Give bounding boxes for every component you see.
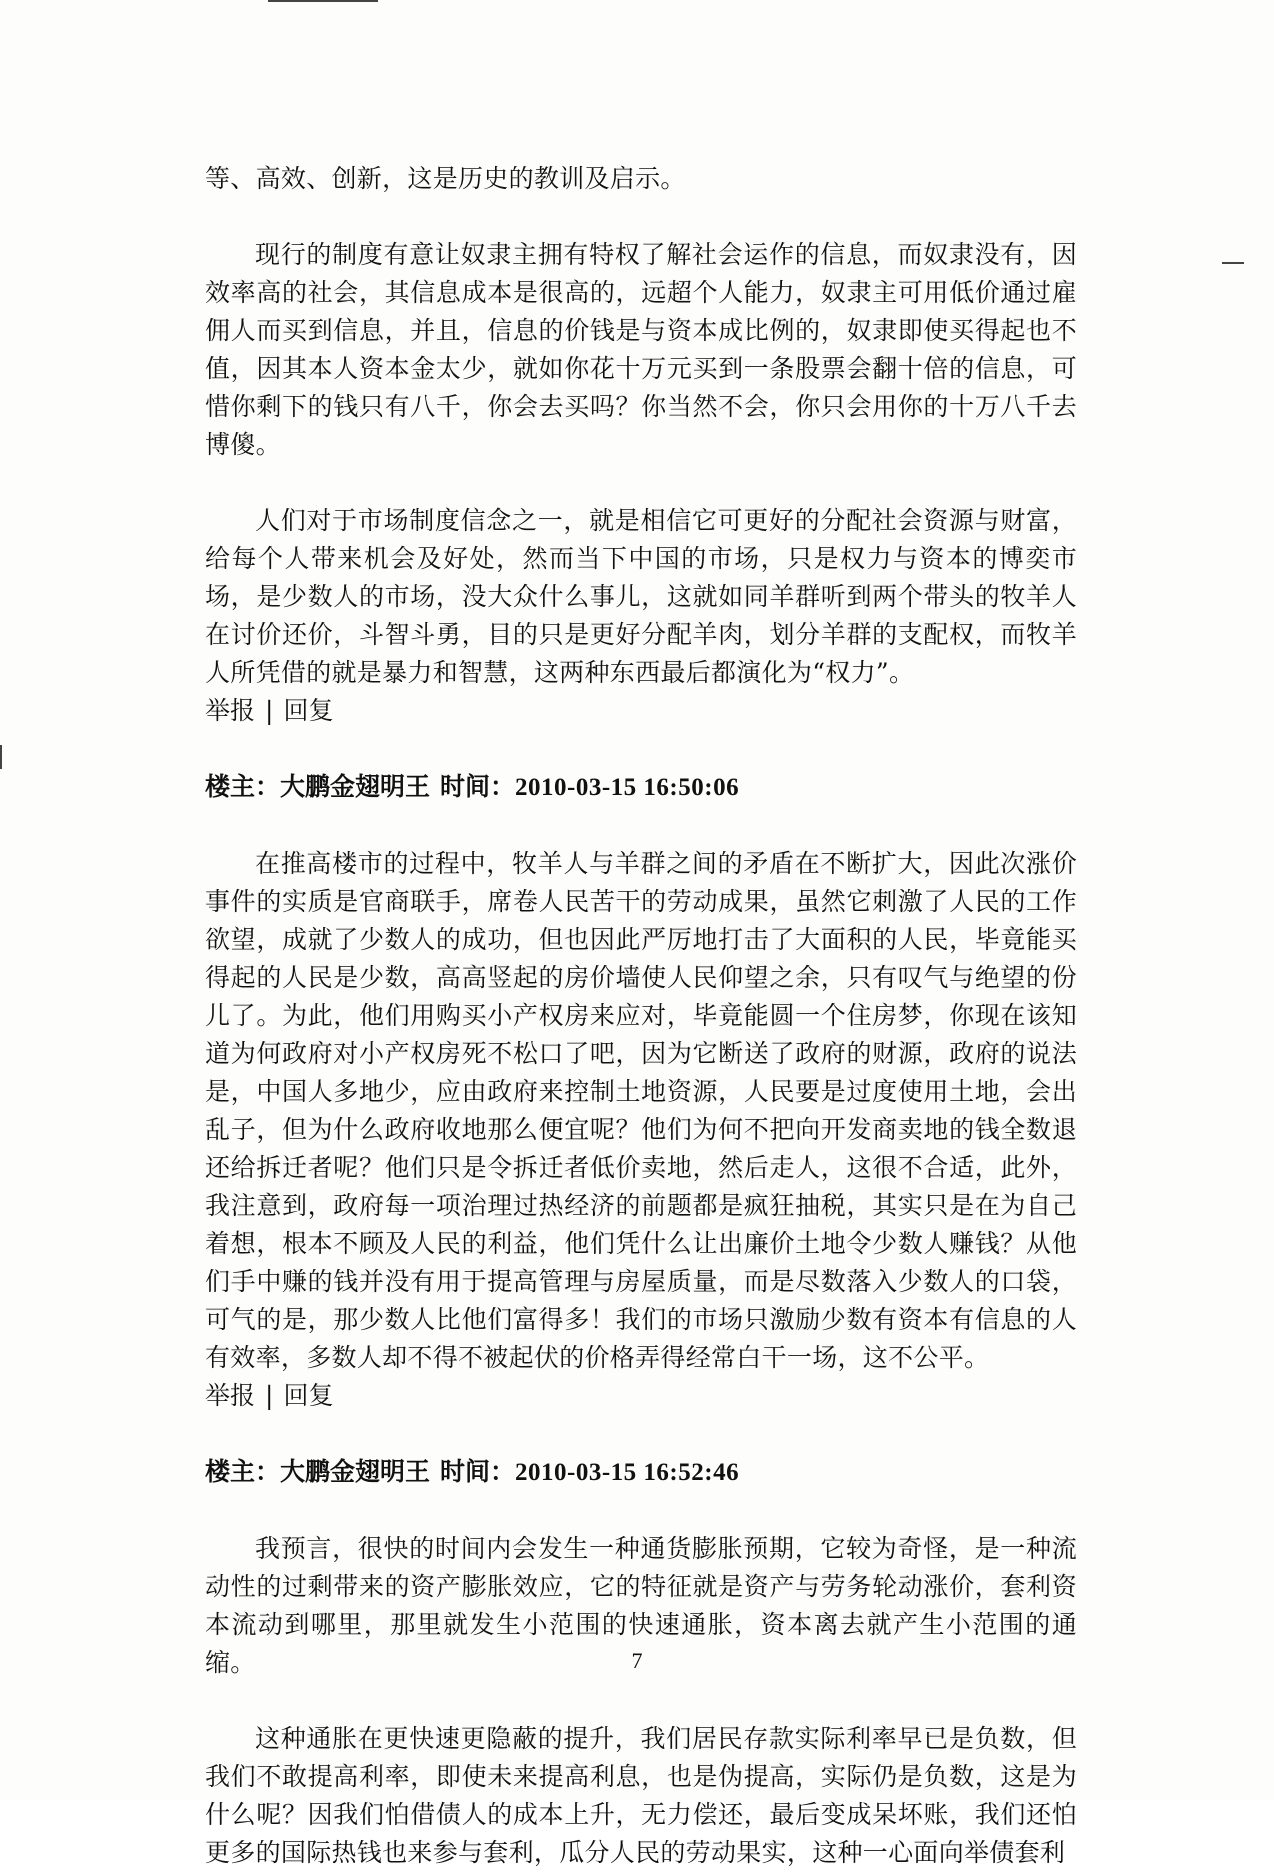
post-time-label: 时间：: [440, 772, 516, 801]
post-author: 楼主：大鹏金翅明王: [205, 772, 431, 801]
action-separator: |: [265, 1381, 274, 1410]
post-author: 楼主：大鹏金翅明王: [205, 1457, 431, 1486]
scan-mark-right: [1222, 262, 1244, 264]
report-link[interactable]: 举报: [205, 1381, 256, 1410]
paragraph-market-belief: 人们对于市场制度信念之一，就是相信它可更好的分配社会资源与财富，给每个人带来机会及好处，然而当下中国的市场，只是权力与资本的博奕市场，是少数人的市场，没大众什么事儿，这就如同羊群听到两个带头的牧羊人在讨价还价，斗智斗勇，目的只是更好分配羊肉，划分羊群的支配权，而牧羊人所凭借的就是暴力和智慧，这两种东西最后都演化为“权力”。: [205, 506, 1077, 687]
reply-link[interactable]: 回复: [283, 696, 334, 725]
post-header: [205, 768, 1077, 807]
post-header: [205, 1453, 1077, 1492]
action-separator: |: [265, 696, 274, 725]
paragraph-interest-rate: 这种通胀在更快速更隐蔽的提升，我们居民存款实际利率早已是负数，但我们不敢提高利率，即使未来提高利息，也是伪提高，实际仍是负数，这是为什么呢？因我们怕借债人的成本上升，无力偿还，最后变成呆坏账，我们还怕更多的国际热钱也来参与套利，瓜分人民的劳动果实，这种一心面向举债套利: [205, 1724, 1077, 1867]
scan-mark-top: [268, 0, 378, 2]
post-actions: [205, 692, 1077, 730]
document-body: [205, 160, 1077, 1872]
post-time: 2010-03-15 16:50:06: [515, 774, 740, 801]
report-link[interactable]: 举报: [205, 696, 256, 725]
paragraph-information-cost: 现行的制度有意让奴隶主拥有特权了解社会运作的信息，而奴隶没有，因效率高的社会，其信息成本是很高的，远超个人能力，奴隶主可用低价通过雇佣人而买到信息，并且，信息的价钱是与资本成比例的，奴隶即使买得起也不值，因其本人资本金太少，就如你花十万元买到一条股票会翻十倍的信息，可惜你剩下的钱只有八千，你会去买吗？你当然不会，你只会用你的十万八千去博傻。: [205, 240, 1077, 459]
scan-mark-left: [0, 745, 2, 769]
paragraph-inflation-forecast: 我预言，很快的时间内会发生一种通货膨胀预期，它较为奇怪，是一种流动性的过剩带来的资产膨胀效应，它的特征就是资产与劳务轮动涨价，套利资本流动到哪里，那里就发生小范围的快速通胀，资本离去就产生小范围的通缩。: [205, 1534, 1077, 1677]
post-actions: [205, 1377, 1077, 1415]
page-number: 7: [631, 1648, 643, 1673]
intro-line: 等、高效、创新，这是历史的教训及启示。: [205, 164, 686, 193]
post-time: 2010-03-15 16:52:46: [515, 1459, 740, 1486]
post-time-label: 时间：: [440, 1457, 516, 1486]
reply-link[interactable]: 回复: [283, 1381, 334, 1410]
paragraph-housing: 在推高楼市的过程中，牧羊人与羊群之间的矛盾在不断扩大，因此次涨价事件的实质是官商联手，席卷人民苦干的劳动成果，虽然它刺激了人民的工作欲望，成就了少数人的成功，但也因此严厉地打击了大面积的人民，毕竟能买得起的人民是少数，高高竖起的房价墙使人民仰望之余，只有叹气与绝望的份儿了。为此，他们用购买小产权房来应对，毕竟能圆一个住房梦，你现在该知道为何政府对小产权房死不松口了吧，因为它断送了政府的财源，政府的说法是，中国人多地少，应由政府来控制土地资源，人民要是过度使用土地，会出乱子，但为什么政府收地那么便宜呢？他们为何不把向开发商卖地的钱全数退还给拆迁者呢？他们只是令拆迁者低价卖地，然后走人，这很不合适，此外，我注意到，政府每一项治理过热经济的前题都是疯狂抽税，其实只是在为自己着想，根本不顾及人民的利益，他们凭什么让出廉价土地令少数人赚钱？从他们手中赚的钱并没有用于提高管理与房屋质量，而是尽数落入少数人的口袋，可气的是，那少数人比他们富得多！我们的市场只激励少数有资本有信息的人有效率，多数人却不得不被起伏的价格弄得经常白干一场，这不公平。: [205, 849, 1077, 1372]
